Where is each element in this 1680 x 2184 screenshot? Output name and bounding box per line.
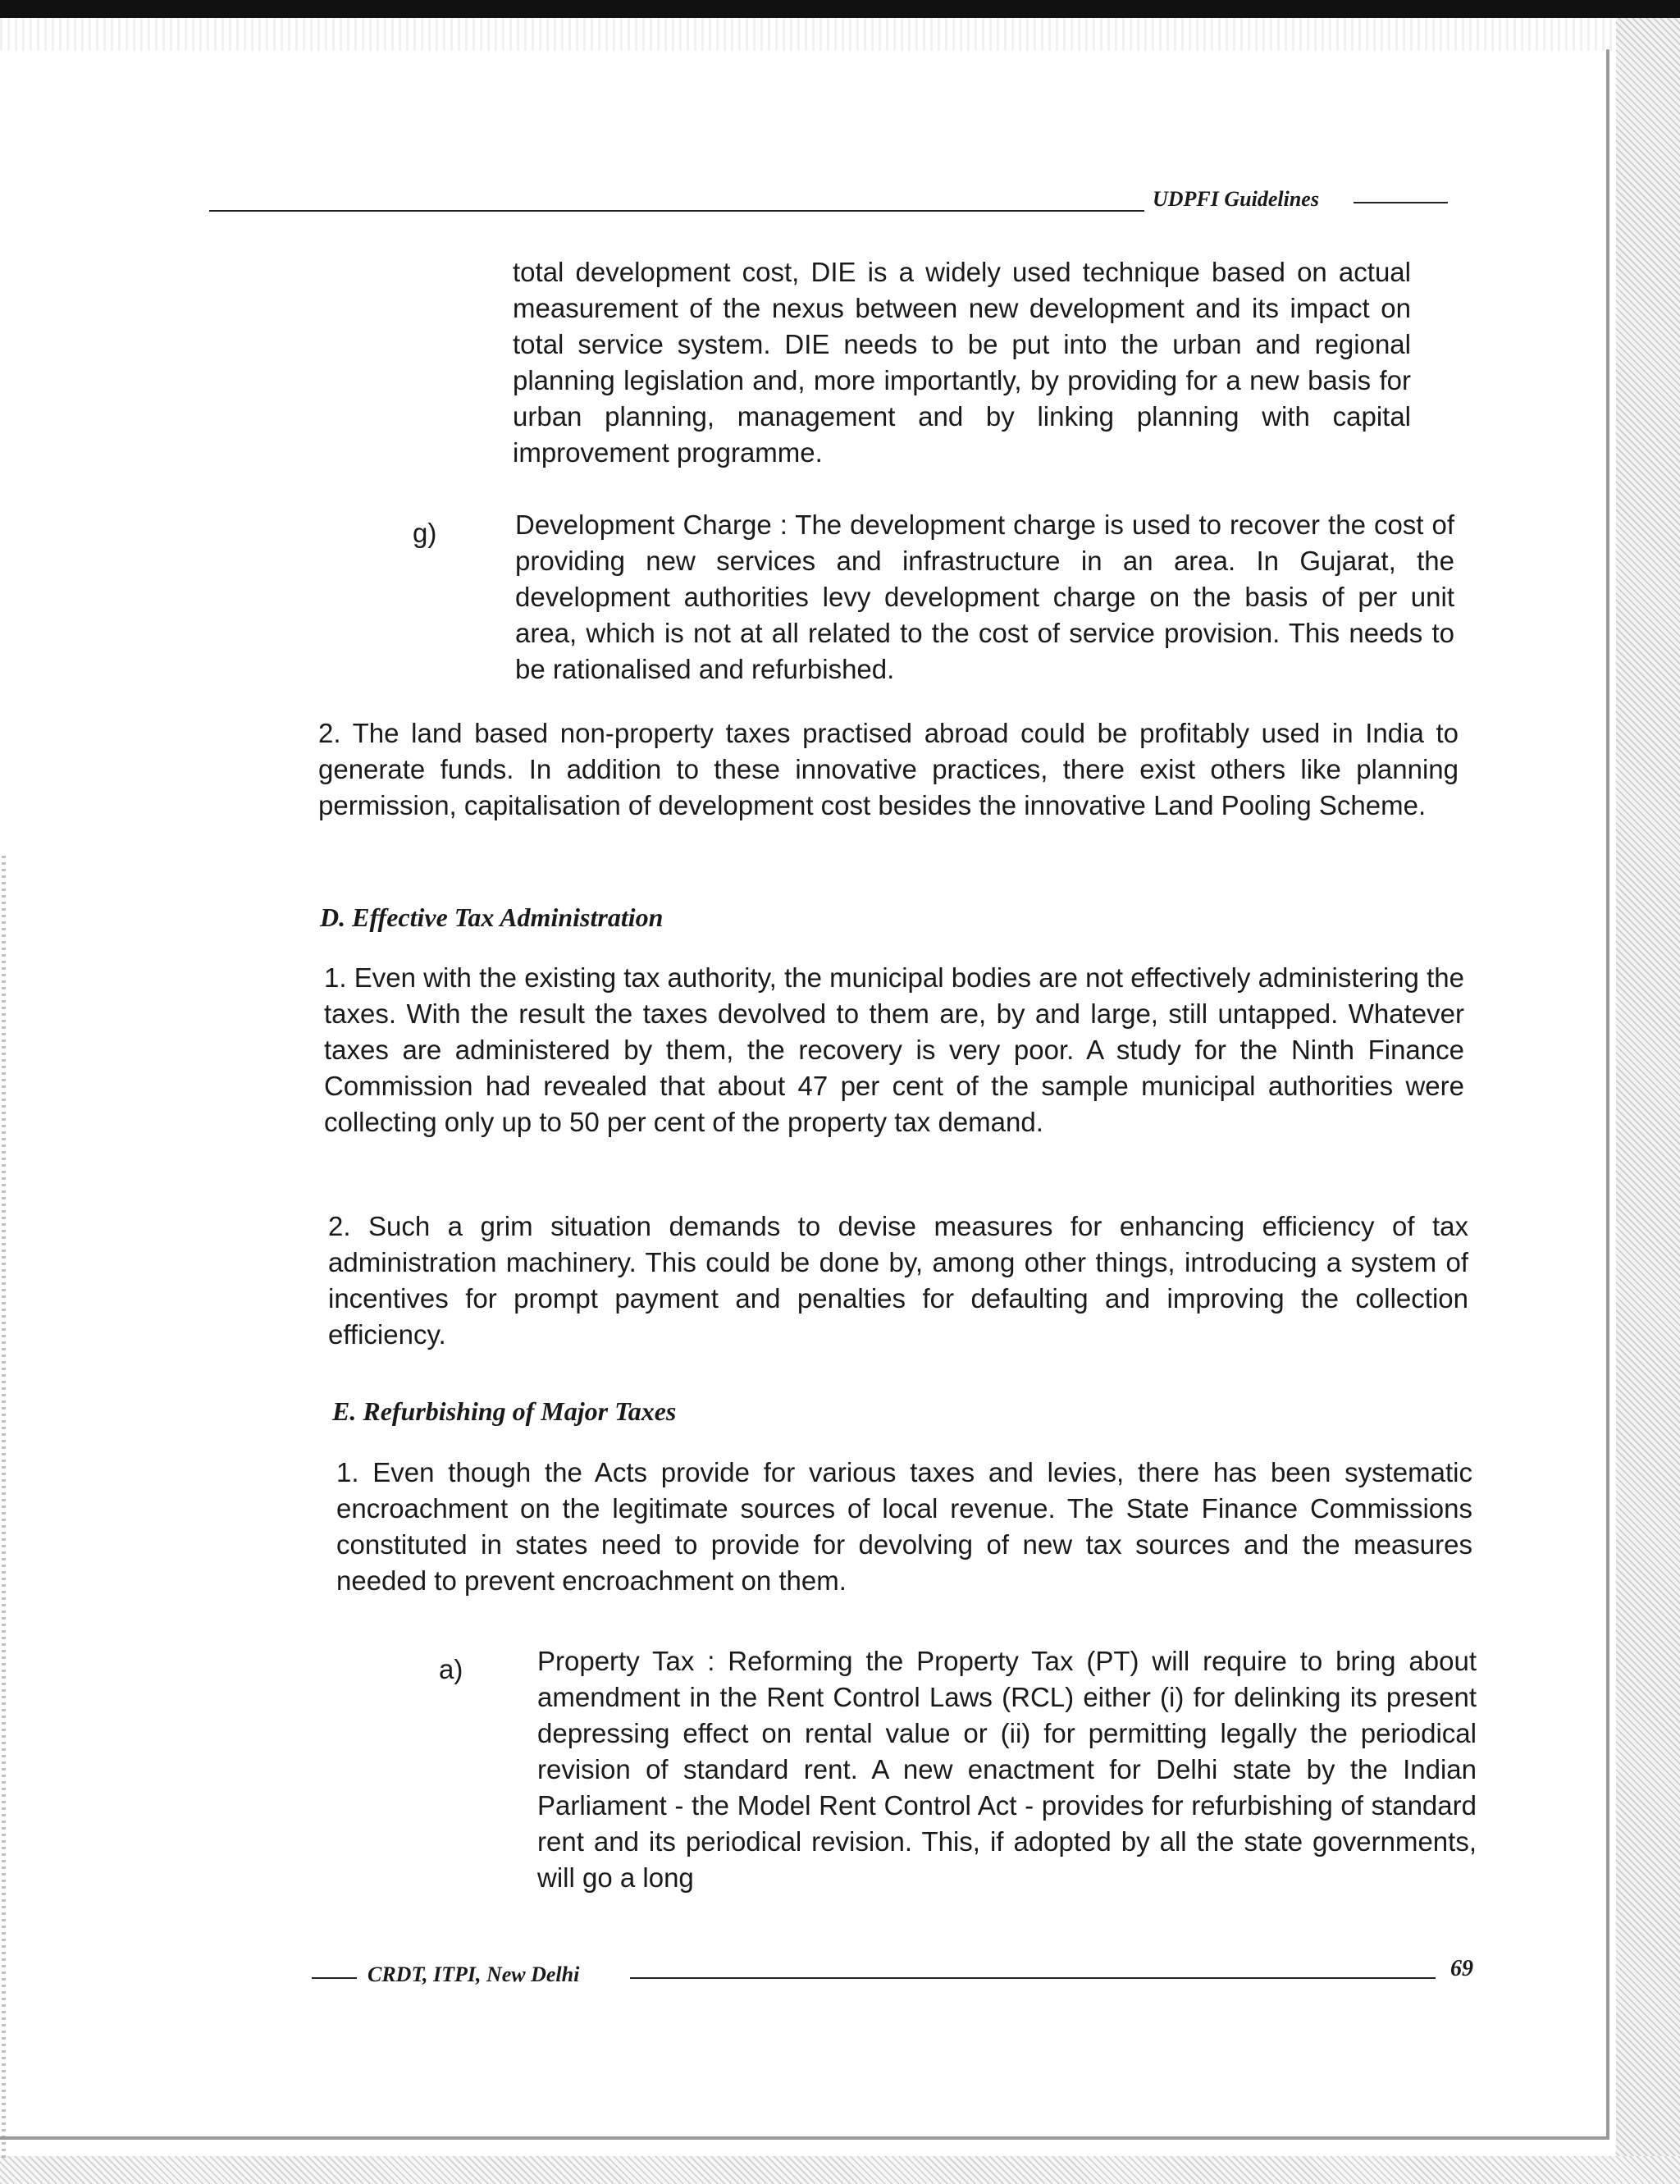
footer-rule-lead	[312, 1977, 357, 1979]
header-rule	[209, 210, 1144, 212]
scan-top-border	[0, 0, 1680, 18]
item-a-paragraph: Property Tax : Reforming the Property Tax (PT) will require to bring about amendment in the Rent Control Laws (RCL) either (i) for delinking its present depressing effect on rental value or (ii) for permitting legally the periodical revision of standard rent. A new enactment for Delhi state by the Indian Parliament - the Model Rent Control Act - provides for refurbishing of standard rent and its periodical revision. This, if adopted by all the state governments, will go a long	[537, 1646, 1477, 1893]
page-footer	[312, 1956, 1493, 1989]
item-a-label: a)	[439, 1654, 463, 1684]
intro-paragraph: total development cost, DIE is a widely used technique based on actual measurement of the nexus between new development and its impact on total service system. DIE needs to be put into the urban and regional planning legislation and, more importantly, by providing for a new basis for urban planning, management and by linking planning with capital improvement programme.	[513, 257, 1411, 468]
paragraph-c2: 2. The land based non-property taxes practised abroad could be profitably used in India to generate funds. In addition to these innovative practices, there exist others like planning permission, capitalisation of development cost besides the innovative Land Pooling Scheme.	[318, 718, 1459, 820]
page-right-edge	[1606, 49, 1609, 2137]
item-g-label: g)	[413, 518, 437, 548]
scan-left-edge	[2, 853, 6, 2158]
scan-noise-bottom	[0, 2156, 1680, 2184]
section-d-heading: D. Effective Tax Administration	[320, 902, 664, 932]
footer-rule	[630, 1977, 1436, 1979]
paragraph-d2: 2. Such a grim situation demands to devise measures for enhancing efficiency of tax administration machinery. This could be done by, among other things, introducing a system of incentives for prompt payment and penalties for defaulting and improving the collection efficiency.	[328, 1211, 1468, 1350]
running-title: UDPFI Guidelines	[1153, 187, 1319, 211]
footer-publisher: CRDT, ITPI, New Delhi	[368, 1962, 580, 1986]
header-rule-tail	[1354, 202, 1448, 203]
scan-noise-top	[0, 18, 1680, 51]
section-e-heading: E. Refurbishing of Major Taxes	[332, 1396, 677, 1426]
paragraph-e1: 1. Even though the Acts provide for various taxes and levies, there has been systematic encroachment on the legitimate sources of local revenue. The State Finance Commissions constituted in states need to provide for devolving of new tax sources and the measures needed to prevent encroachment on them.	[336, 1457, 1472, 1596]
scan-noise-right	[1616, 18, 1680, 2168]
page-number: 69	[1450, 1956, 1473, 1981]
page-bottom-edge	[0, 2136, 1609, 2140]
running-header	[209, 187, 1448, 220]
paragraph-d1: 1. Even with the existing tax authority, the municipal bodies are not effectively administering the taxes. With the result the taxes devolved to them are, by and large, still untapped. Whatever taxes are administered by them, the recovery is very poor. A study for the Ninth Finance Commission had revealed that about 47 per cent of the sample municipal authorities were collecting only up to 50 per cent of the property tax demand.	[324, 962, 1464, 1137]
item-g-paragraph: Development Charge : The development charge is used to recover the cost of providing new services and infrastructure in an area. In Gujarat, the development authorities levy development charge on the basis of per unit area, which is not at all related to the cost of service provision. This needs to be rationalised and refurbished.	[515, 509, 1454, 684]
